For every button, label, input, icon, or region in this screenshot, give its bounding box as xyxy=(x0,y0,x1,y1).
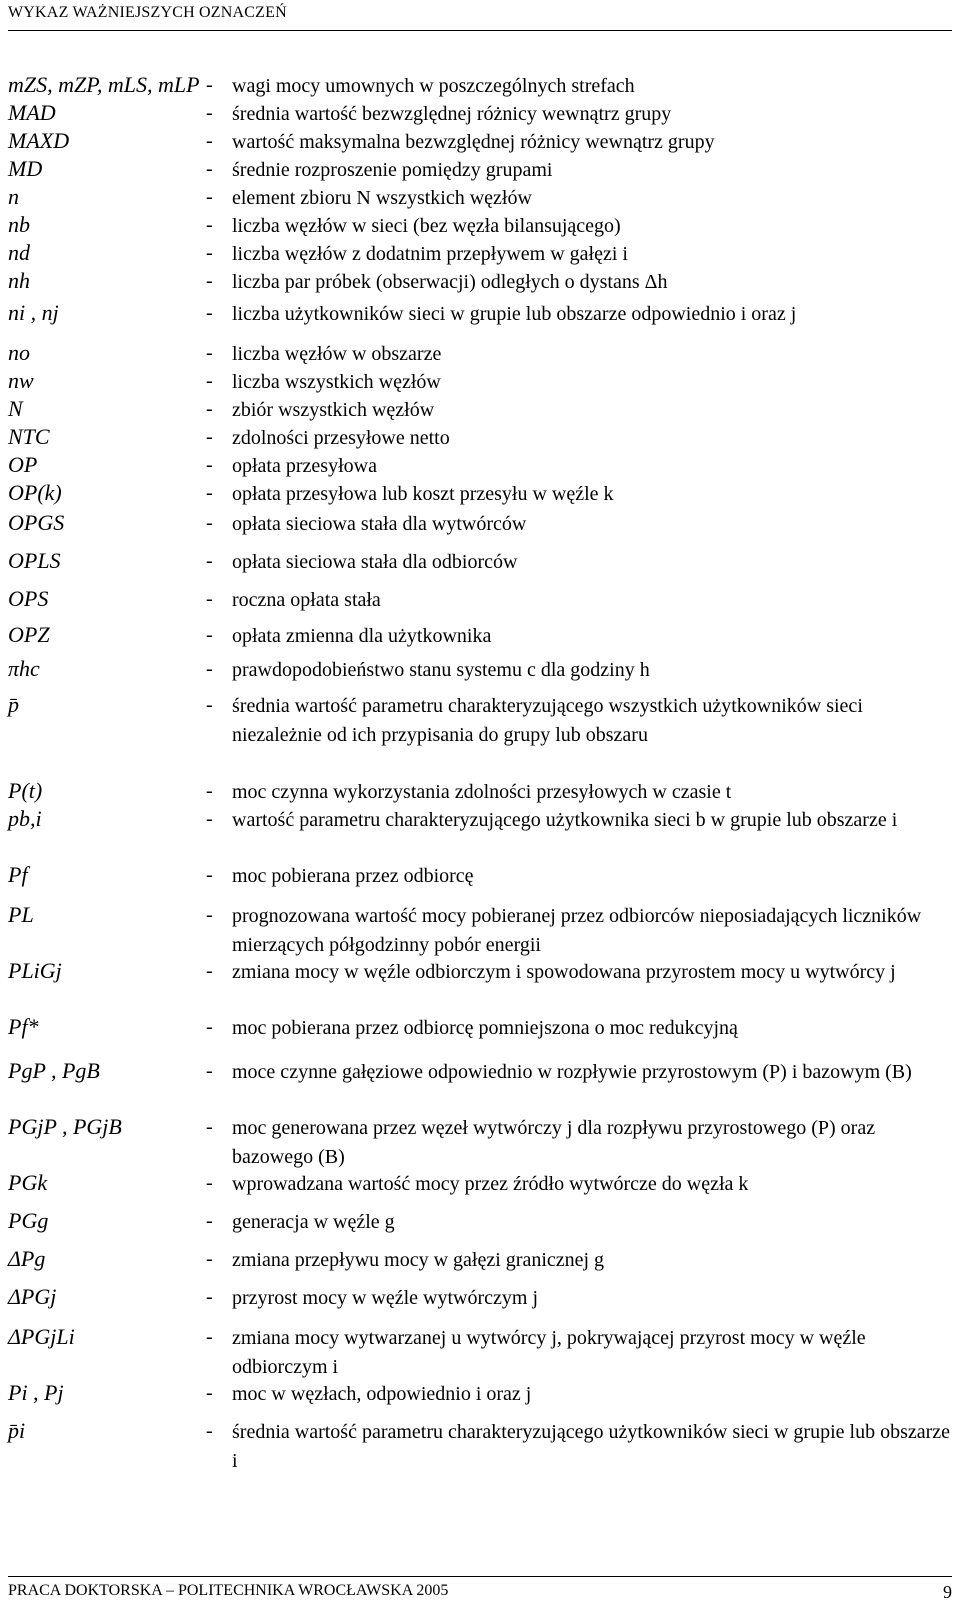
page-footer xyxy=(8,1582,952,1600)
dash-separator: - xyxy=(206,960,213,982)
symbol: OP xyxy=(8,452,38,477)
dash-separator: - xyxy=(206,1420,213,1442)
dash-separator: - xyxy=(206,370,213,392)
dash-separator: - xyxy=(206,658,213,680)
dash-separator: - xyxy=(206,1016,213,1038)
dash-separator: - xyxy=(206,1248,213,1270)
symbol-description: moc pobierana przez odbiorcę xyxy=(232,865,474,887)
symbol: P(t) xyxy=(8,778,43,803)
symbol-description: moce czynne gałęziowe odpowiednio w rozpływie przyrostowym (P) i bazowym (B) xyxy=(232,1061,912,1083)
dash-separator: - xyxy=(206,808,213,830)
symbol: PL xyxy=(8,902,34,927)
dash-separator: - xyxy=(206,1172,213,1194)
symbol: nd xyxy=(8,240,30,265)
dash-separator: - xyxy=(206,904,213,926)
dash-separator: - xyxy=(206,214,213,236)
footer-divider xyxy=(8,1576,952,1577)
symbol-description: moc w węzłach, odpowiednio i oraz j xyxy=(232,1383,532,1405)
dash-separator: - xyxy=(206,1382,213,1404)
dash-separator: - xyxy=(206,1116,213,1138)
symbol-description: moc pobierana przez odbiorcę pomniejszona o moc redukcyjną xyxy=(232,1017,738,1039)
dash-separator: - xyxy=(206,270,213,292)
symbol-description: wartość parametru charakteryzującego użytkownika sieci b w grupie lub obszarze i xyxy=(232,809,898,831)
dash-separator: - xyxy=(206,588,213,610)
symbol: OPS xyxy=(8,586,49,611)
symbol-description: opłata przesyłowa xyxy=(232,455,377,477)
symbol-description: liczba par próbek (obserwacji) odległych o dystans Δh xyxy=(232,271,668,293)
symbol: PGg xyxy=(8,1208,49,1233)
dash-separator: - xyxy=(206,1210,213,1232)
dash-separator: - xyxy=(206,550,213,572)
symbol: ni , nj xyxy=(8,300,59,325)
symbol-description: przyrost mocy w węźle wytwórczym j xyxy=(232,1287,539,1309)
symbol-description: prawdopodobieństwo stanu systemu c dla godziny h xyxy=(232,659,650,681)
symbol: MD xyxy=(8,156,43,181)
symbol: ΔPGjLi xyxy=(8,1324,75,1349)
symbol: ΔPg xyxy=(8,1246,46,1271)
symbol: πhc xyxy=(8,656,40,681)
page-header: WYKAZ WAŻNIEJSZYCH OZNACZEŃ xyxy=(8,4,287,21)
symbol: nb xyxy=(8,212,30,237)
symbol-description: liczba węzłów w obszarze xyxy=(232,343,442,365)
symbol: OPGS xyxy=(8,510,65,535)
symbol-description: zmiana przepływu mocy w gałęzi granicznej g xyxy=(232,1249,605,1271)
symbol: OPZ xyxy=(8,622,50,647)
dash-separator: - xyxy=(206,102,213,124)
symbol-description: opłata przesyłowa lub koszt przesyłu w węźle k xyxy=(232,483,614,505)
dash-separator: - xyxy=(206,74,213,96)
dash-separator: - xyxy=(206,694,213,716)
dash-separator: - xyxy=(206,1326,213,1348)
symbol: n xyxy=(8,184,19,209)
dash-separator: - xyxy=(206,454,213,476)
symbol-description: zbiór wszystkich węzłów xyxy=(232,399,435,421)
dash-separator: - xyxy=(206,302,213,324)
symbol-description: zmiana mocy w węźle odbiorczym i spowodowana przyrostem mocy u wytwórcy j xyxy=(232,961,896,983)
symbol-description: moc czynna wykorzystania zdolności przesyłowych w czasie t xyxy=(232,781,732,803)
symbol: Pi , Pj xyxy=(8,1380,64,1405)
dash-separator: - xyxy=(206,130,213,152)
page-number: 9 xyxy=(943,1582,952,1602)
dash-separator: - xyxy=(206,158,213,180)
header-divider xyxy=(8,30,952,31)
symbol: Pf* xyxy=(8,1014,39,1039)
symbol-description: wagi mocy umownych w poszczególnych strefach xyxy=(232,75,635,97)
dash-separator: - xyxy=(206,342,213,364)
symbol: MAD xyxy=(8,100,56,125)
symbol-description: wprowadzana wartość mocy przez źródło wytwórcze do węzła k xyxy=(232,1173,749,1195)
symbol: NTC xyxy=(8,424,50,449)
symbol: MAXD xyxy=(8,128,70,153)
symbol: Pf xyxy=(8,862,28,887)
footer-text: PRACA DOKTORSKA – POLITECHNIKA WROCŁAWSKA 2005 xyxy=(8,1582,449,1599)
symbol-description: prognozowana wartość mocy pobieranej przez odbiorców nieposiadających liczników mierzących półgodzinny pobór energii xyxy=(232,905,922,956)
symbol: PGk xyxy=(8,1170,48,1195)
symbol-description: średnia wartość parametru charakteryzującego wszystkich użytkowników sieci niezależnie od ich przypisania do grupy lub obszaru xyxy=(232,695,863,746)
symbol: PgP , PgB xyxy=(8,1058,100,1083)
symbol-description: średnia wartość bezwzględnej różnicy wewnątrz grupy xyxy=(232,103,672,125)
symbol-description: element zbioru N wszystkich węzłów xyxy=(232,187,532,209)
symbol-description: liczba węzłów w sieci (bez węzła bilansującego) xyxy=(232,215,621,237)
dash-separator: - xyxy=(206,426,213,448)
symbol: OPLS xyxy=(8,548,61,573)
symbol: PGjP , PGjB xyxy=(8,1114,122,1139)
symbol-description: liczba wszystkich węzłów xyxy=(232,371,441,393)
symbol: pb,i xyxy=(8,806,42,831)
symbol-description: opłata zmienna dla użytkownika xyxy=(232,625,492,647)
symbol-description: średnia wartość parametru charakteryzującego użytkowników sieci w grupie lub obszarze i xyxy=(232,1421,951,1472)
symbol: p̄ xyxy=(8,692,19,717)
symbol: ΔPGj xyxy=(8,1284,57,1309)
dash-separator: - xyxy=(206,186,213,208)
symbol: nw xyxy=(8,368,34,393)
symbol: nh xyxy=(8,268,30,293)
dash-separator: - xyxy=(206,482,213,504)
symbol: p̄i xyxy=(8,1418,26,1443)
symbol: no xyxy=(8,340,30,365)
dash-separator: - xyxy=(206,780,213,802)
symbol-description: średnie rozproszenie pomiędzy grupami xyxy=(232,159,553,181)
dash-separator: - xyxy=(206,512,213,534)
symbol-description: wartość maksymalna bezwzględnej różnicy wewnątrz grupy xyxy=(232,131,715,153)
symbol: PLiGj xyxy=(8,958,62,983)
symbol-description: moc generowana przez węzeł wytwórczy j dla rozpływu przyrostowego (P) oraz bazowego (B) xyxy=(232,1117,876,1168)
symbol-description: roczna opłata stała xyxy=(232,589,381,611)
symbol-description: generacja w węźle g xyxy=(232,1211,395,1233)
symbol-description: opłata sieciowa stała dla odbiorców xyxy=(232,551,518,573)
symbol: OP(k) xyxy=(8,480,62,505)
symbol-description: zmiana mocy wytwarzanej u wytwórcy j, pokrywającej przyrost mocy w węźle odbiorczym i xyxy=(232,1327,866,1378)
dash-separator: - xyxy=(206,864,213,886)
symbol-description: liczba węzłów z dodatnim przepływem w gałęzi i xyxy=(232,243,628,265)
symbol-description: opłata sieciowa stała dla wytwórców xyxy=(232,513,527,535)
symbol: N xyxy=(8,396,23,421)
dash-separator: - xyxy=(206,1060,213,1082)
symbol-description: liczba użytkowników sieci w grupie lub obszarze odpowiednio i oraz j xyxy=(232,303,797,325)
dash-separator: - xyxy=(206,624,213,646)
symbol: mZS, mZP, mLS, mLP xyxy=(8,72,200,97)
dash-separator: - xyxy=(206,398,213,420)
dash-separator: - xyxy=(206,1286,213,1308)
dash-separator: - xyxy=(206,242,213,264)
symbol-description: zdolności przesyłowe netto xyxy=(232,427,450,449)
